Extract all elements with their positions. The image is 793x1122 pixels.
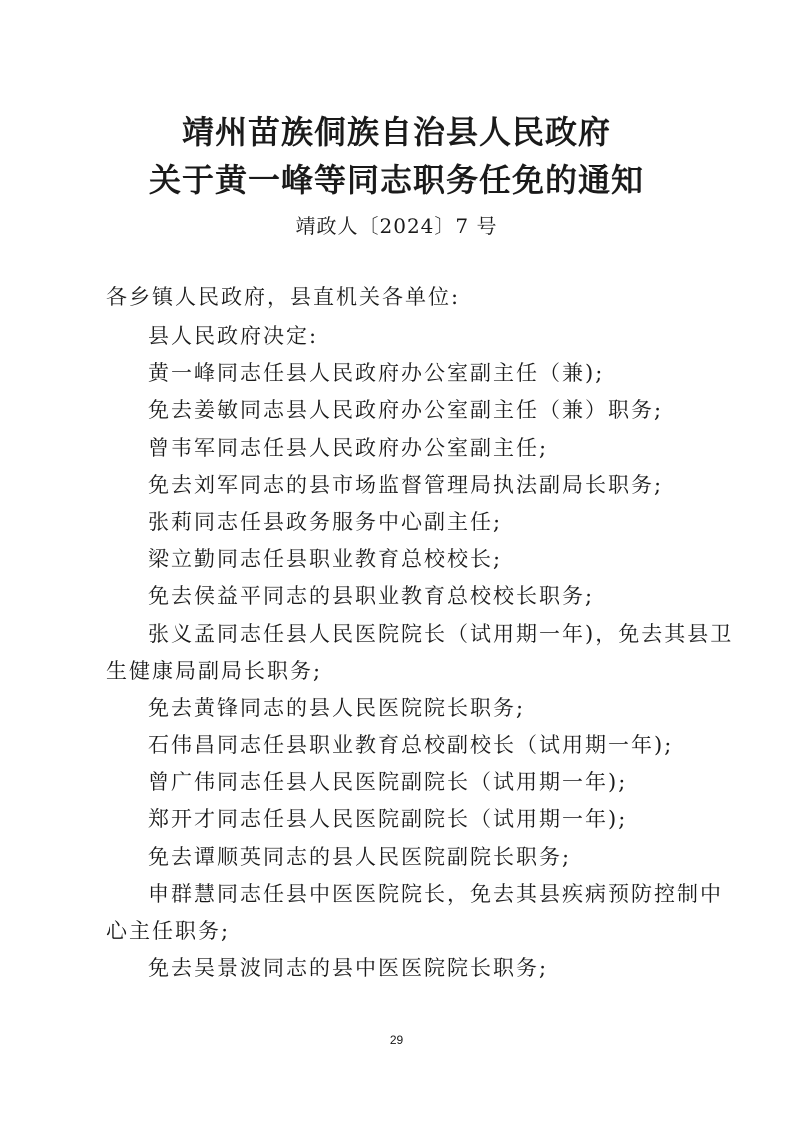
body-line: 免去吴景波同志的县中医医院院长职务; — [148, 956, 549, 981]
addressee: 各乡镇人民政府，县直机关各单位: — [106, 285, 461, 309]
page-number: 29 — [389, 1033, 404, 1047]
body-text — [106, 318, 734, 987]
body-line: 黄一峰同志任县人民政府办公室副主任（兼); — [148, 361, 605, 386]
body-line: 张义孟同志任县人民医院院长（试用期一年)，免去其县卫 — [148, 621, 734, 646]
body-line: 张莉同志任县政务服务中心副主任; — [148, 509, 503, 534]
body-line: 梁立勤同志任县职业教育总校校长; — [148, 547, 503, 572]
document-title-line-1: 靖州苗族侗族自治县人民政府 — [181, 113, 611, 151]
document-number: 靖政人〔2024〕7 号 — [295, 214, 498, 238]
body-line: 申群慧同志任县中医医院院长，免去其县疾病预防控制中 — [148, 881, 723, 906]
document-title-line-2: 关于黄一峰等同志职务任免的通知 — [148, 161, 644, 199]
body-line-continuation: 心主任职务; — [106, 919, 231, 943]
body-line: 免去刘军同志的县市场监督管理局执法副局长职务; — [148, 472, 664, 497]
body-line: 曾韦军同志任县人民政府办公室副主任; — [148, 435, 549, 460]
body-line: 免去姜敏同志县人民政府办公室副主任（兼）职务; — [148, 398, 664, 423]
body-line: 免去侯益平同志的县职业教育总校校长职务; — [148, 584, 595, 609]
body-line: 郑开才同志任县人民医院副院长（试用期一年); — [148, 807, 628, 832]
body-line: 石伟昌同志任县职业教育总校副校长（试用期一年); — [148, 733, 674, 758]
body-line-continuation: 生健康局副局长职务; — [106, 658, 323, 683]
body-line: 免去黄锋同志的县人民医院院长职务; — [148, 695, 526, 720]
body-line: 曾广伟同志任县人民医院副院长（试用期一年); — [148, 770, 628, 795]
body-line: 县人民政府决定: — [148, 324, 319, 348]
body-line: 免去谭顺英同志的县人民医院副院长职务; — [148, 844, 572, 869]
